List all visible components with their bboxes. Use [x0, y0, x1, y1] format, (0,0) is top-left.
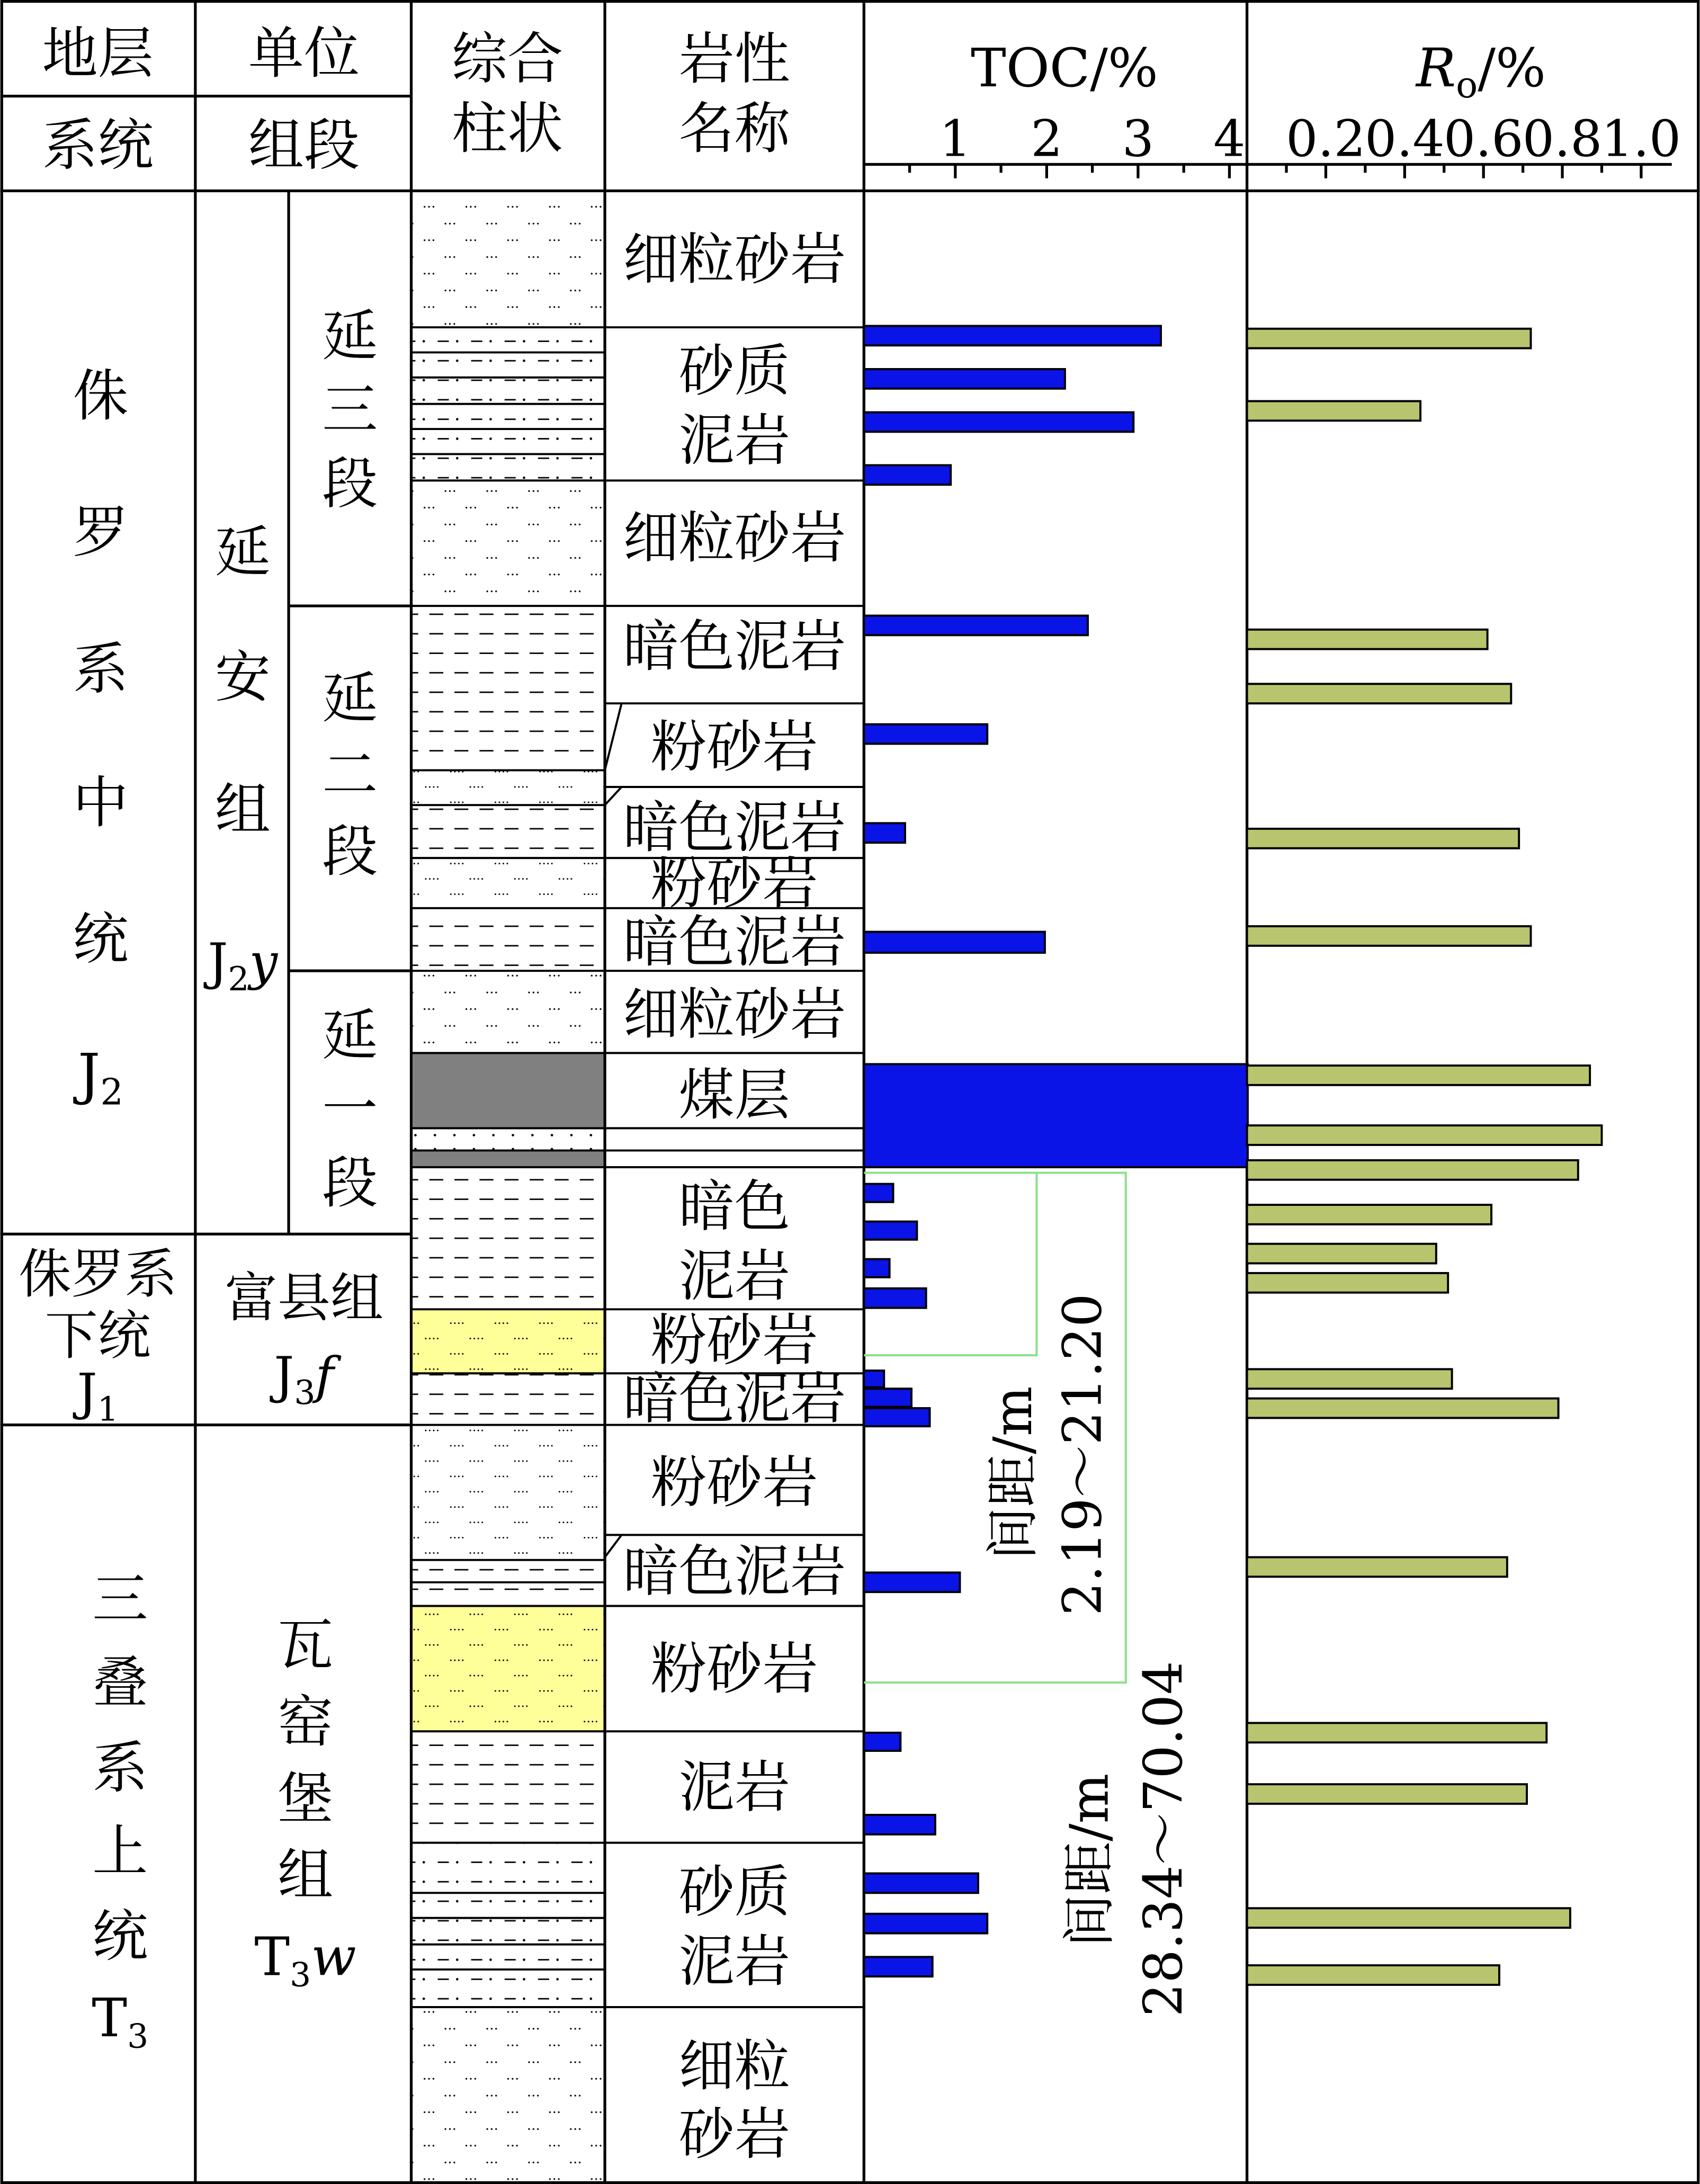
lithology-label-4: 暗色泥岩	[623, 614, 846, 679]
lithology-label-19: 砂质	[678, 1859, 790, 1925]
ro-title-unit: /%	[1478, 37, 1546, 100]
ro-bar-13	[1247, 1399, 1559, 1418]
lith-fill-2	[413, 480, 603, 606]
lith-fill-5	[413, 805, 603, 858]
ro-tick-label-3: 0.8	[1522, 110, 1603, 168]
lithology-label-20: 泥岩	[678, 1929, 790, 1994]
jurassic-lower-line-2: 下统	[44, 1304, 151, 1367]
ro-bar-15	[1247, 1723, 1547, 1742]
lithology-label-7: 粉砂岩	[650, 851, 818, 916]
ro-bar-10	[1247, 1244, 1436, 1264]
wayaobao-char-0: 瓦	[278, 1612, 334, 1678]
ro-bar-14	[1247, 1557, 1507, 1577]
ro-bar-16	[1247, 1784, 1527, 1804]
triassic-upper-char-2: 系	[92, 1735, 148, 1801]
yanan-code-main: J	[208, 933, 228, 991]
ro-bar-12	[1247, 1369, 1452, 1389]
yanan-char-1: 安	[214, 645, 271, 710]
yan3-char-0: 延	[322, 303, 378, 369]
toc-bar-14	[864, 1389, 911, 1407]
lith-fill-19	[413, 1606, 603, 1732]
ro-bar-11	[1247, 1273, 1448, 1293]
fuxian-code	[270, 1347, 342, 1412]
lithology-label-0: 细粒砂岩	[623, 227, 846, 292]
toc-tick-label-1: 2	[1031, 110, 1063, 168]
triassic-upper-code	[92, 1987, 148, 2055]
triassic-upper-char-0: 三	[92, 1567, 148, 1632]
lithology-label-8: 暗色泥岩	[623, 909, 846, 974]
ro-bars	[1247, 329, 1602, 1985]
lithology-label-16: 暗色泥岩	[623, 1538, 846, 1604]
yanan-code	[203, 933, 278, 998]
lithology-label-22: 砂岩	[678, 2101, 790, 2167]
ro-bar-18	[1247, 1965, 1499, 1985]
ro-bar-5	[1247, 926, 1531, 946]
toc-bar-12	[864, 1288, 926, 1308]
lith-fill-14	[413, 1309, 603, 1373]
lith-fill-7	[413, 908, 603, 971]
yan2-char-2: 段	[322, 818, 378, 884]
lithology-label-1: 砂质	[678, 338, 790, 404]
toc-bar-20	[864, 1914, 987, 1934]
jurassic-middle-char-4: 统	[73, 906, 129, 972]
toc-bar-6	[864, 823, 905, 843]
lith-fill-12	[413, 1167, 603, 1309]
triassic-upper-char-4: 统	[92, 1903, 148, 1969]
lith-fill-16	[413, 1425, 603, 1560]
toc-bar-0	[864, 326, 1161, 345]
fuxian-name: 富县组	[225, 1267, 383, 1329]
slant-connector-1	[605, 703, 622, 770]
lith-fill-4	[413, 770, 603, 805]
yan2-char-0: 延	[322, 665, 378, 731]
toc-bar-2	[864, 413, 1133, 432]
toc-bar-15	[864, 1408, 929, 1426]
slant-connector-2	[605, 787, 622, 805]
ro-bar-0	[1247, 329, 1531, 348]
toc-bar-10	[864, 1222, 917, 1240]
yan3-char-1: 三	[322, 377, 378, 443]
ro-bar-1	[1247, 401, 1421, 420]
lith-fill-20	[413, 1731, 603, 1842]
toc-bar-16	[864, 1572, 960, 1592]
strata-labels	[19, 303, 383, 2056]
lith-fill-6	[413, 858, 603, 908]
lithology-label-3: 细粒砂岩	[623, 505, 846, 571]
yan1-char-1: 一	[322, 1076, 378, 1142]
toc-bar-3	[864, 465, 951, 485]
lith-fill-11	[413, 1150, 603, 1167]
lith-fill-21	[413, 1843, 603, 2007]
toc-bar-17	[864, 1733, 900, 1751]
jurassic-lower-code	[73, 1364, 119, 1429]
ro-bar-8	[1247, 1160, 1578, 1180]
toc-axis	[864, 110, 1247, 178]
fuxian-code-italic: f	[315, 1347, 334, 1406]
ro-bar-3	[1247, 684, 1511, 703]
lith-fill-22	[413, 2007, 603, 2184]
toc-axis-title: TOC/%	[971, 37, 1158, 100]
triassic-upper-code-main: T	[92, 1987, 128, 2049]
lithology-label-15: 粉砂岩	[650, 1449, 818, 1515]
lithology-label-9: 细粒砂岩	[623, 981, 846, 1047]
toc-tick-label-3: 4	[1213, 110, 1246, 168]
wayaobao-code-main: T	[254, 1926, 290, 1988]
lith-fill-3	[413, 606, 603, 770]
gap2-label: 间距/m	[1058, 1773, 1121, 1947]
ro-tick-label-0: 0.2	[1286, 110, 1366, 168]
header-column-1: 综合	[451, 26, 563, 92]
lithology-label-13: 粉砂岩	[650, 1307, 818, 1373]
toc-bar-18	[864, 1815, 935, 1834]
lithology-label-10: 煤层	[678, 1062, 790, 1128]
triassic-upper-char-1: 叠	[92, 1650, 148, 1715]
slant-connector-3	[605, 1535, 622, 1557]
lithology-column	[413, 191, 603, 2184]
lith-fill-8	[413, 971, 603, 1053]
jurassic-middle-char-1: 罗	[73, 499, 129, 565]
toc-bar-21	[864, 1957, 932, 1976]
jurassic-middle-char-0: 侏	[73, 363, 129, 428]
toc-bar-5	[864, 724, 987, 744]
lith-fill-15	[413, 1373, 603, 1425]
toc-bar-11	[864, 1259, 889, 1277]
ro-title-r: R	[1416, 37, 1456, 100]
lith-slant-connectors	[605, 703, 622, 1557]
lithology-label-5: 粉砂岩	[650, 714, 818, 780]
yan1-char-0: 延	[322, 1002, 378, 1068]
header-formation: 组段	[248, 112, 360, 178]
lithology-labels	[623, 227, 846, 2167]
triassic-upper-char-3: 上	[92, 1819, 148, 1884]
ro-bar-17	[1247, 1908, 1570, 1928]
jurassic-lower-code-sub: 1	[97, 1389, 119, 1429]
jurassic-middle-code-main: J	[78, 1041, 101, 1107]
toc-bar-1	[864, 369, 1065, 389]
fuxian-code-main: J	[274, 1347, 294, 1406]
fuxian-code-sub: 3	[294, 1373, 316, 1412]
jurassic-middle-char-2: 系	[73, 636, 129, 702]
ro-tick-label-1: 0.4	[1365, 110, 1445, 168]
ro-bar-6	[1247, 1066, 1590, 1085]
lithology-label-17: 粉砂岩	[650, 1636, 818, 1702]
yan3-char-2: 段	[322, 451, 378, 516]
gap-annotations	[982, 1293, 1194, 2017]
toc-bar-4	[864, 616, 1088, 635]
ro-tick-label-4: 1.0	[1601, 110, 1681, 168]
toc-bar-19	[864, 1873, 978, 1893]
wayaobao-char-3: 组	[278, 1842, 334, 1908]
toc-tick-label-0: 1	[939, 110, 971, 168]
ro-bar-2	[1247, 630, 1488, 649]
header-system: 系统	[42, 112, 154, 178]
yanan-code-italic: y	[249, 933, 278, 991]
ro-bar-7	[1247, 1125, 1602, 1145]
triassic-upper-code-sub: 3	[127, 2016, 149, 2056]
lithology-label-14: 暗色泥岩	[623, 1366, 846, 1431]
lith-fill-10	[413, 1128, 603, 1150]
wayaobao-code-sub: 3	[290, 1955, 311, 1994]
lithology-label-6: 暗色泥岩	[623, 795, 846, 861]
yan2-char-1: 二	[322, 742, 378, 808]
header-lithology-1: 岩性	[678, 26, 790, 92]
lithology-label-11: 暗色	[678, 1174, 790, 1239]
lithology-label-21: 细粒	[678, 2033, 790, 2099]
ro-bar-9	[1247, 1205, 1491, 1224]
jurassic-lower-code-main: J	[77, 1363, 97, 1422]
yanan-code-sub: 2	[228, 959, 249, 999]
lithology-label-2: 泥岩	[678, 407, 790, 473]
jurassic-lower-line-1: 侏罗系	[18, 1243, 177, 1305]
ro-title-o: o	[1456, 65, 1478, 107]
toc-bar-7	[864, 932, 1045, 953]
header-column-2: 柱状	[451, 95, 563, 161]
toc-tick-label-2: 3	[1122, 110, 1155, 168]
lithology-label-12: 泥岩	[678, 1243, 790, 1309]
header-lithology-2: 名称	[678, 95, 790, 161]
jurassic-middle-code-sub: 2	[100, 1071, 123, 1114]
ro-axis	[1247, 110, 1681, 178]
toc-bar-8	[864, 1064, 1248, 1167]
wayaobao-code-italic: w	[311, 1926, 356, 1988]
yanan-char-2: 组	[214, 776, 271, 842]
ro-bar-4	[1247, 829, 1519, 848]
gap1-label: 间距/m	[981, 1386, 1044, 1560]
wayaobao-char-2: 堡	[278, 1766, 334, 1831]
ro-axis-title	[1415, 37, 1546, 106]
wayaobao-char-1: 窑	[278, 1689, 334, 1755]
jurassic-middle-char-3: 中	[73, 769, 129, 835]
jurassic-middle-code	[73, 1042, 123, 1114]
lithology-label-18: 泥岩	[678, 1755, 790, 1820]
gap1-value: 2.19～21.20	[1051, 1293, 1114, 1616]
toc-bar-13	[864, 1371, 884, 1388]
ro-tick-label-2: 0.6	[1443, 110, 1524, 168]
yanan-char-0: 延	[214, 519, 271, 585]
lith-fill-0	[413, 191, 603, 327]
lith-fill-9	[413, 1053, 603, 1128]
wayaobao-code	[254, 1926, 356, 1994]
header-stratum: 地层	[42, 20, 154, 86]
toc-bar-9	[864, 1184, 893, 1202]
gap2-value: 28.34～70.04	[1132, 1661, 1194, 2017]
header-unit: 单位	[248, 20, 360, 86]
yan1-char-2: 段	[322, 1150, 378, 1215]
